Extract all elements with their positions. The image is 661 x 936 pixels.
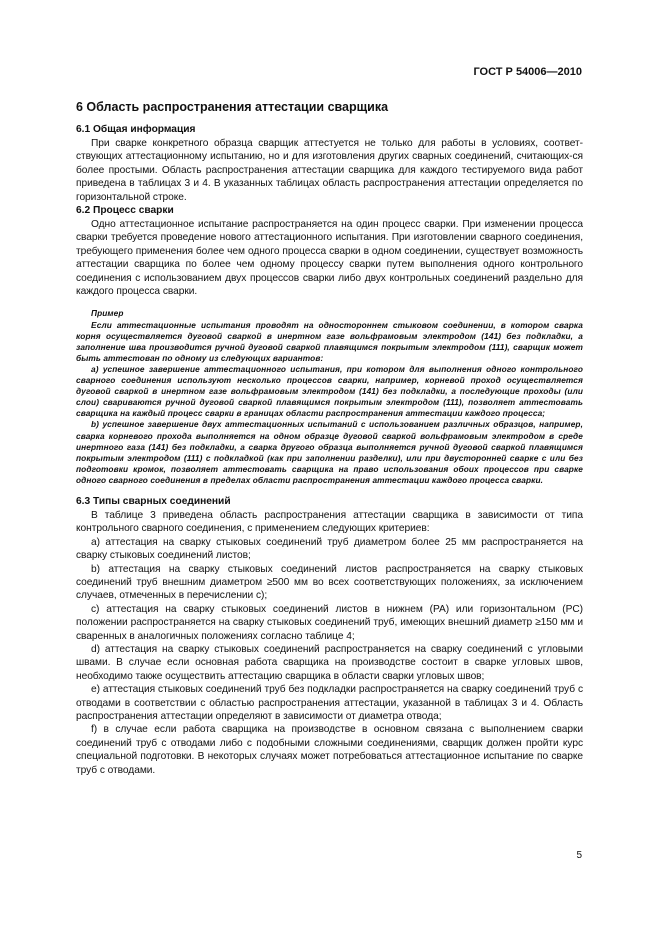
list-item-a: а) аттестация на сварку стыковых соединений труб диаметром более 25 мм распространяется на сварку стыковых соединений листов;: [76, 536, 583, 562]
example-item-b: b) успешное завершение двух аттестационных испытаний с использованием различных образцов, например, сварка корневого прохода выполняется на одном образце дуговой сваркой вольфрамовым электродом в среде инертного газа (141) без подкладки, а сварка другого образца выполняется ручной дуговой сваркой плавящимся покрытым электродом (111) с подкладкой (как при заполнении разделки), или при двусторонней сварке с или без подготовки кромок, позволяет аттестовать сварщика на право использования обоих процессов при сварке одного сварного соединения в пределах области распространения аттестации каждого процесса сварки.: [76, 419, 583, 485]
list-item-c: c) аттестация на сварку стыковых соединений листов в нижнем (PA) или горизонтальном (PC) положении распространяется на сварку стыковых соединений труб, имеющих внешний диаметр ≥150 мм и сваренных в аналогичных положениях согласно таблице 4;: [76, 603, 583, 642]
list-item-d: d) аттестация на сварку стыковых соединений распространяется на сварку соединений с угловыми швами. В случае если основная работа сварщика на производстве состоит в сварке угловых швов, необходимо также осуществить аттестацию сварщика в области сварки угловых швов;: [76, 644, 583, 682]
subsection-6-1-title: 6.1 Общая информация: [76, 124, 196, 135]
document-code: ГОСТ Р 54006—2010: [473, 66, 582, 78]
page-number: 5: [576, 850, 582, 861]
list-item-b: b) аттестация на сварку стыковых соединений листов распространяется на сварку стыковых соединений труб внешним диаметром ≥500 мм во всех соответствующих положениях, за исключением случаев, отмеченных в перечислении с);: [76, 563, 583, 602]
list-item-f: f) в случае если работа сварщика на производстве в основном связана с выполнением сварки соединений труб с отводами либо с подобными сложными соединениями, сварщик должен пройти курс специальной подготовки. В некоторых случаях может потребоваться аттестационное испытание по сварке труб с отводами.: [76, 724, 583, 776]
subsection-6-1-paragraph: При сварке конкретного образца сварщик аттестуется не только для работы в условиях, соответ-ствующих аттестационному испытанию, но и для изготовления других сварных соединений, считающих-ся более простыми. Область распространения аттестации сварщика для каждого тестируемого вида работ приведена в таблицах 3 и 4. В указанных таблицах область распространения аттестации определяется по горизонтальной строке.: [76, 138, 583, 203]
list-item-e: e) аттестация стыковых соединений труб без подкладки распространяется на сварку соединений труб с отводами в соответствии с областью распространения аттестации, указанной в таблицах 3 и 4. Область распространения аттестации определяют в зависимости от диаметра отвода;: [76, 684, 583, 723]
document-body: [76, 99, 583, 777]
subsection-6-2-paragraph: Одно аттестационное испытание распространяется на один процесс сварки. При изменении процесса сварки требуется проведение нового аттестационного испытания. При изготовлении сварного соединения, требующего применения более чем одного процесса сварки в одном соединении, существует возможность аттестации сварщика по более чем одному процессу сварки путем выполнения одного контрольного соединения с использованием двух процессов сварки либо двух контрольных соединений раздельно для каждого процесса сварки.: [76, 219, 583, 298]
example-intro: Если аттестационные испытания проводят на одностороннем стыковом соединении, в котором сварка корня осуществляется дуговой сваркой в инертном газе вольфрамовым электродом (141) без подкладки, а заполнение шва производится ручной дуговой сваркой плавящимся покрытым электродом (111), сварщик может быть аттестован по одному из следующих вариантов:: [76, 319, 583, 363]
subsection-6-2-title: 6.2 Процесс сварки: [76, 205, 174, 217]
subsection-6-3-intro: В таблице 3 приведена область распространения аттестации сварщика в зависимости от типа контрольного сварного соединения, с применением следующих критериев:: [76, 509, 583, 535]
subsection-6-3-title: 6.3 Типы сварных соединений: [76, 495, 231, 507]
section-title: 6 Область распространения аттестации сварщика: [76, 100, 389, 114]
example-item-a: а) успешное завершение аттестационного испытания, при котором для выполнения одного контрольного сварного соединения используют несколько процессов сварки, например, корневой проход осуществляется дуговой сваркой в инертном газе вольфрамовым электродом (141) без подкладки, а последующие проходы (или слои) свариваются ручной дуговой сваркой плавящимся покрытым электродом (111), позволяет аттестовать сварщика на каждый процесс сварки в границах области распространения аттестации каждого процесса;: [76, 363, 583, 419]
example-title: Пример: [91, 308, 124, 319]
